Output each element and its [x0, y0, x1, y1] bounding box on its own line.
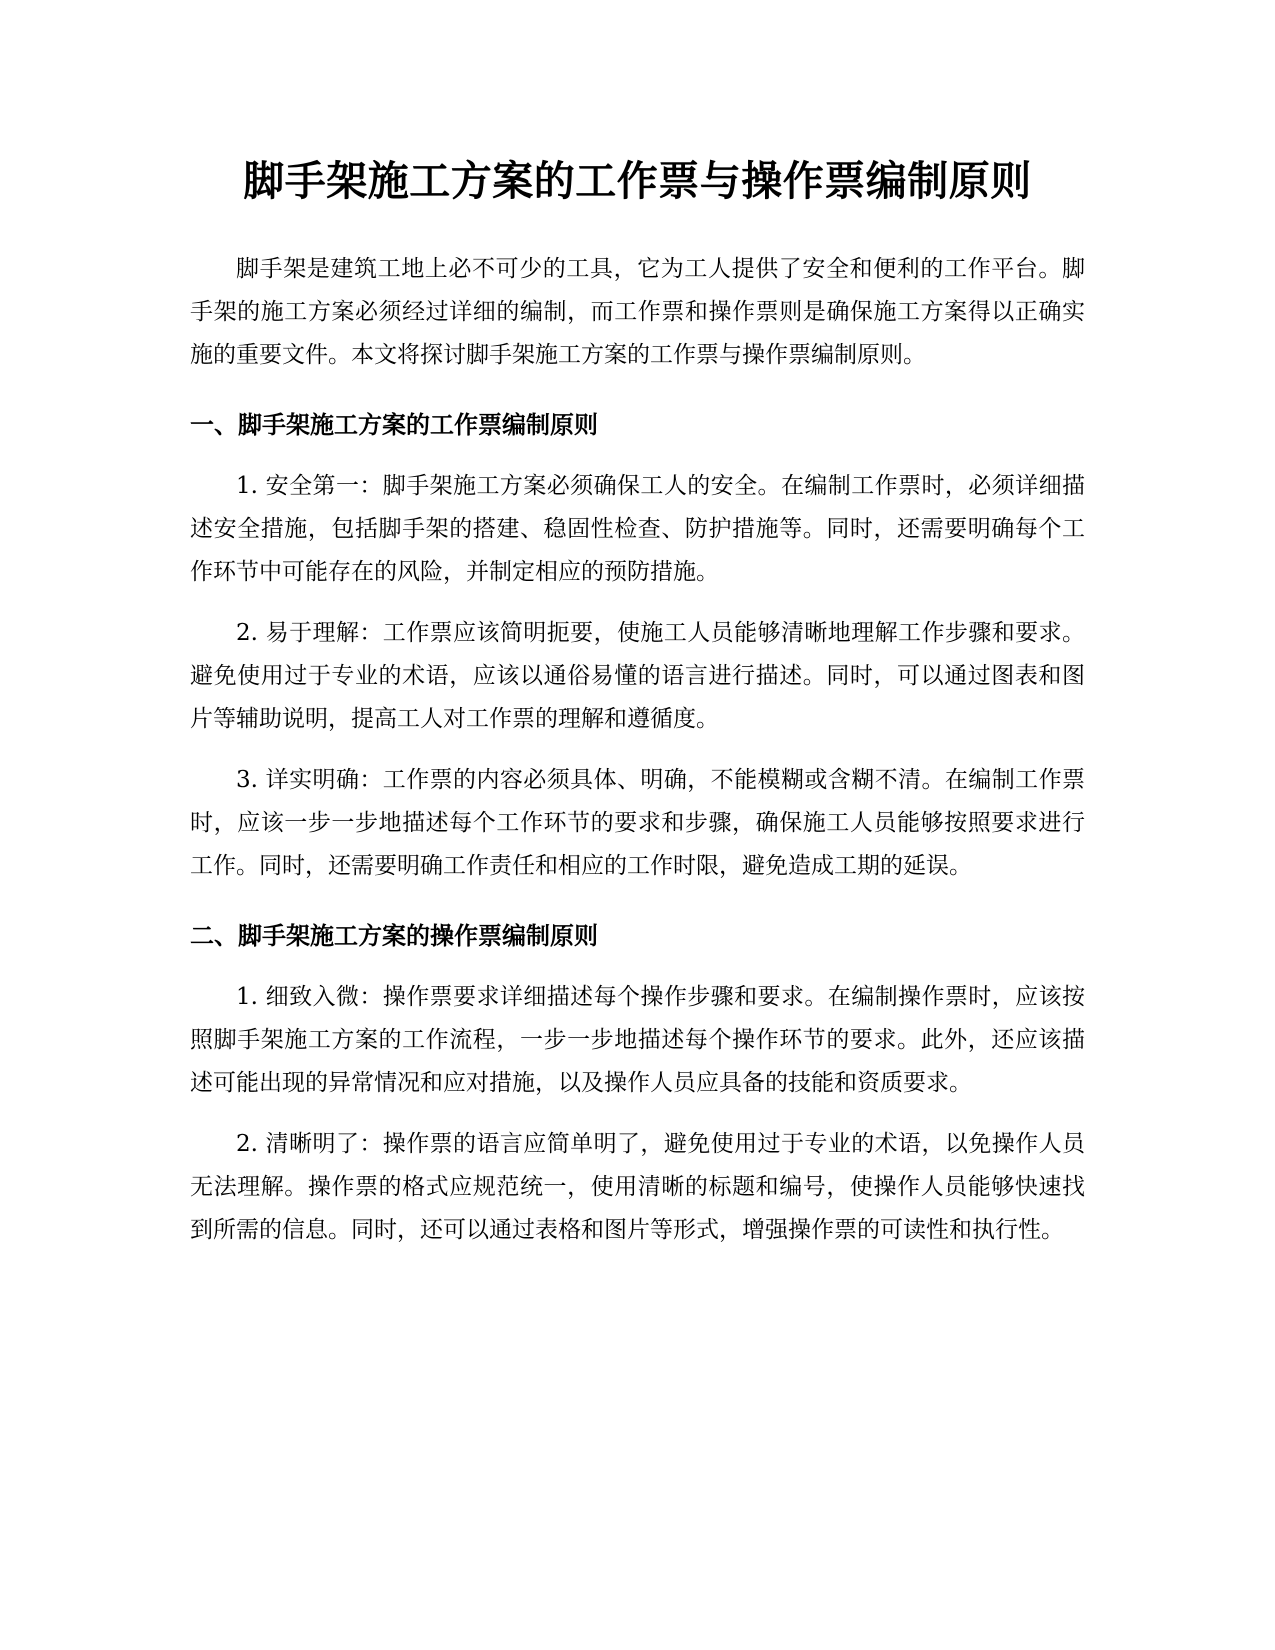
section-1-heading: 一、脚手架施工方案的工作票编制原则: [190, 411, 598, 439]
section-2-heading: 二、脚手架施工方案的操作票编制原则: [190, 922, 598, 950]
intro-paragraph: 脚手架是建筑工地上必不可少的工具，它为工人提供了安全和便利的工作平台。脚手架的施工方案必须经过详细的编制，而工作票和操作票则是确保施工方案得以正确实施的重要文件。本文将探讨脚手架施工方案的工作票与操作票编制原则。: [190, 256, 1085, 368]
section-2-body: [190, 976, 1085, 1252]
section-1-body: [190, 465, 1085, 888]
section-1-paragraph-2: 2. 易于理解：工作票应该简明扼要，使施工人员能够清晰地理解工作步骤和要求。避免使用过于专业的术语，应该以通俗易懂的语言进行描述。同时，可以通过图表和图片等辅助说明，提高工人对工作票的理解和遵循度。: [190, 620, 1085, 732]
section-1-paragraph-1: 1. 安全第一：脚手架施工方案必须确保工人的安全。在编制工作票时，必须详细描述安全措施，包括脚手架的搭建、稳固性检查、防护措施等。同时，还需要明确每个工作环节中可能存在的风险，并制定相应的预防措施。: [190, 473, 1085, 585]
document-title: 脚手架施工方案的工作票与操作票编制原则: [243, 157, 1032, 205]
section-2-paragraph-1: 1. 细致入微：操作票要求详细描述每个操作步骤和要求。在编制操作票时，应该按照脚手架施工方案的工作流程，一步一步地描述每个操作环节的要求。此外，还应该描述可能出现的异常情况和应对措施，以及操作人员应具备的技能和资质要求。: [190, 984, 1085, 1096]
section-1-paragraph-3: 3. 详实明确：工作票的内容必须具体、明确，不能模糊或含糊不清。在编制工作票时，应该一步一步地描述每个工作环节的要求和步骤，确保施工人员能够按照要求进行工作。同时，还需要明确工作责任和相应的工作时限，避免造成工期的延误。: [190, 767, 1085, 879]
section-2-paragraph-2: 2. 清晰明了：操作票的语言应简单明了，避免使用过于专业的术语，以免操作人员无法理解。操作票的格式应规范统一，使用清晰的标题和编号，使操作人员能够快速找到所需的信息。同时，还可以通过表格和图片等形式，增强操作票的可读性和执行性。: [190, 1131, 1085, 1243]
